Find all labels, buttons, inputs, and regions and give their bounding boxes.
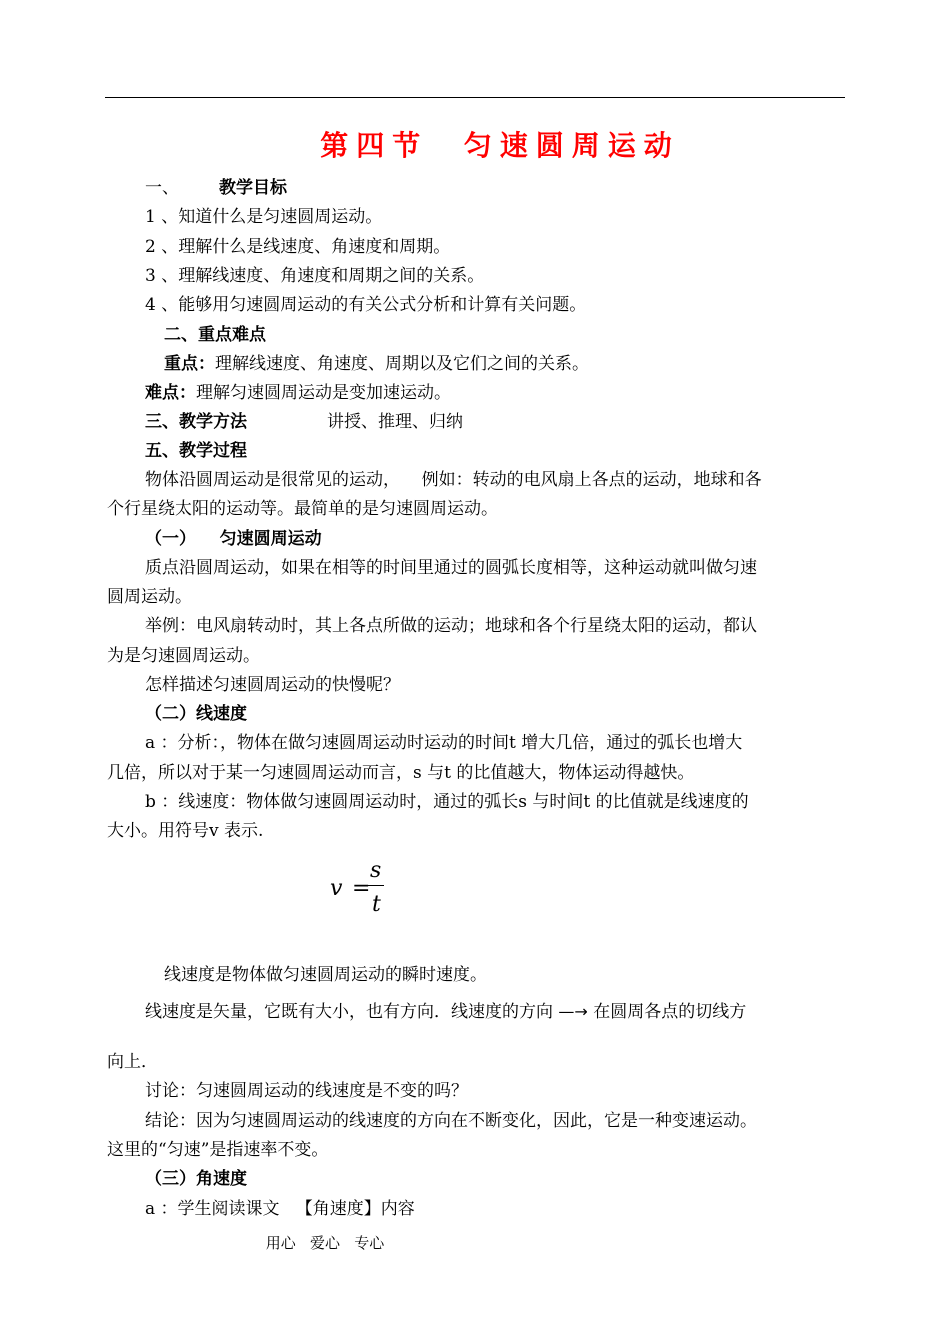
analysis-line-2: 几倍，所以对于某一匀速圆周运动而言，s 与t 的比值越大，物体运动得越快。: [107, 763, 695, 783]
teaching-methods: 讲授、推理、归纳: [327, 412, 463, 432]
vector-text-a: 线速度是矢量，它既有大小，也有方向．线速度的方向: [145, 1002, 553, 1022]
difficult-point-label: 难点：: [145, 383, 196, 403]
goal-item-1: 1 、知道什么是匀速圆周运动。: [145, 207, 383, 227]
difficult-point-text: 理解匀速圆周运动是变加速运动。: [196, 383, 451, 403]
angular-velocity-line: a ：学生阅读课文 【角速度】内容: [145, 1199, 415, 1219]
example-line-2: 为是匀速圆周运动。: [107, 646, 260, 666]
formula-denominator: t: [372, 892, 381, 917]
conclusion-line-1: 结论：因为匀速圆周运动的线速度的方向在不断变化，因此，它是一种变速运动。: [145, 1111, 757, 1131]
key-point: [164, 352, 589, 376]
definition-line-2: 圆周运动。: [107, 587, 192, 607]
conclusion-line-2: 这里的“匀速”是指速率不变。: [107, 1140, 329, 1160]
section3-heading: 三、教学方法: [145, 412, 247, 432]
goal-item-2: 2 、理解什么是线速度、角速度和周期。: [145, 237, 451, 257]
part2-heading: （二）线速度: [145, 704, 247, 724]
example-line-1: 举例：电风扇转动时，其上各点所做的运动；地球和各个行星绕太阳的运动，都认: [145, 616, 757, 636]
section3-line: [145, 410, 463, 434]
formula-lhs: v: [330, 876, 343, 901]
part1-heading: （一） 匀速圆周运动: [145, 529, 322, 549]
vector-text-b: 在圆周各点的切线方: [593, 1002, 747, 1022]
analysis-line-1: a ：分析：，物体在做匀速圆周运动时运动的时间t 增大几倍，通过的弧长也增大: [145, 733, 743, 753]
linear-velocity-line-2: 大小。用符号v 表示.: [107, 821, 264, 841]
formula-equals: =: [352, 876, 371, 901]
definition-line-1: 质点沿圆周运动，如果在相等的时间里通过的圆弧长度相等，这种运动就叫做匀速: [145, 558, 757, 578]
vector-line-2: 向上．: [107, 1052, 158, 1072]
linear-velocity-line-1: b ：线速度：物体做匀速圆周运动时，通过的弧长s 与时间t 的比值就是线速度的: [145, 792, 749, 812]
intro-line-2: 个行星绕太阳的运动等。最简单的是匀速圆周运动。: [107, 499, 498, 519]
goal-item-4: 4 、能够用匀速圆周运动的有关公式分析和计算有关问题。: [145, 295, 587, 315]
part3-heading: （三）角速度: [145, 1169, 247, 1189]
section2-heading: 二、重点难点: [164, 325, 266, 345]
direction-arrow-icon: —→: [558, 1002, 588, 1021]
section1-heading: [145, 176, 287, 200]
header-rule: [105, 97, 845, 98]
section5-heading: 五、教学过程: [145, 441, 247, 461]
question-line: 怎样描述匀速圆周运动的快慢呢？: [145, 675, 400, 695]
discussion-line: 讨论：匀速圆周运动的线速度是不变的吗？: [145, 1081, 468, 1101]
difficult-point: [145, 381, 451, 405]
key-point-text: 理解线速度、角速度、周期以及它们之间的关系。: [215, 354, 589, 374]
page-footer: 用心 爱心 专心: [265, 1234, 385, 1252]
goal-item-3: 3 、理解线速度、角速度和周期之间的关系。: [145, 266, 485, 286]
formula-numerator: s: [370, 858, 382, 883]
key-point-label: 重点：: [164, 354, 215, 374]
instant-velocity-line: 线速度是物体做匀速圆周运动的瞬时速度。: [164, 965, 487, 985]
section1-title: 教学目标: [219, 178, 287, 198]
section1-number: 一、: [145, 178, 179, 198]
vector-line-1: [145, 1000, 746, 1024]
page-title: 第四节 匀速圆周运动: [320, 129, 680, 162]
fraction-bar: [368, 885, 384, 886]
intro-line-1: 物体沿圆周运动是很常见的运动， 例如：转动的电风扇上各点的运动，地球和各: [145, 470, 762, 490]
